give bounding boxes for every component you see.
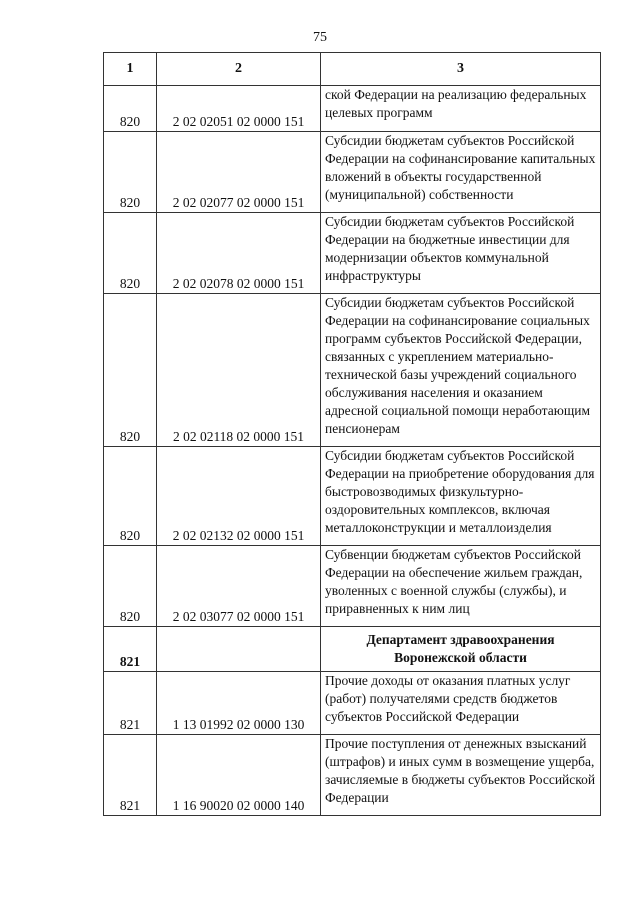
kbk-code-cell: 2 02 02051 02 0000 151 <box>157 86 321 132</box>
description-cell: ской Федерации на реализацию федеральных целевых программ <box>321 86 601 132</box>
description-cell: Прочие поступления от денежных взысканий (штрафов) и иных сумм в возмещение ущерба, зачисляемые в бюджеты субъектов Российской Федерации <box>321 735 601 816</box>
kbk-code-cell: 2 02 02077 02 0000 151 <box>157 132 321 213</box>
table-row <box>104 132 601 213</box>
table-row <box>104 447 601 546</box>
table-row <box>104 213 601 294</box>
description-cell: Субсидии бюджетам субъектов Российской Федерации на приобретение оборудования для быстровозводимых физкультурно-оздоровительных комплексов, включая металлоконструкции и металлоизделия <box>321 447 601 546</box>
admin-code-cell: 820 <box>104 447 157 546</box>
admin-code-cell: 821 <box>104 735 157 816</box>
kbk-code-cell: 2 02 02118 02 0000 151 <box>157 294 321 447</box>
column-header: 1 <box>104 53 157 86</box>
admin-code-cell: 820 <box>104 86 157 132</box>
admin-code-cell: 821 <box>104 627 157 672</box>
admin-code-cell: 820 <box>104 294 157 447</box>
column-header: 2 <box>157 53 321 86</box>
table-header-row <box>104 53 601 86</box>
department-row <box>104 627 601 672</box>
admin-code-cell: 820 <box>104 132 157 213</box>
table-row <box>104 546 601 627</box>
description-cell: Субвенции бюджетам субъектов Российской Федерации на обеспечение жильем граждан, уволенных с военной службы (службы), и приравненных к ним лиц <box>321 546 601 627</box>
kbk-code-cell: 2 02 03077 02 0000 151 <box>157 546 321 627</box>
admin-code-cell: 820 <box>104 546 157 627</box>
budget-classification-table <box>103 52 601 816</box>
admin-code-cell: 821 <box>104 672 157 735</box>
description-cell: Субсидии бюджетам субъектов Российской Федерации на софинансирование капитальных вложений в объекты государственной (муниципальной) собственности <box>321 132 601 213</box>
description-cell: Субсидии бюджетам субъектов Российской Федерации на бюджетные инвестиции для модернизации объектов коммунальной инфраструктуры <box>321 213 601 294</box>
description-cell: Прочие доходы от оказания платных услуг (работ) получателями средств бюджетов субъектов Российской Федерации <box>321 672 601 735</box>
kbk-code-cell: 1 13 01992 02 0000 130 <box>157 672 321 735</box>
admin-code-cell: 820 <box>104 213 157 294</box>
table-row <box>104 86 601 132</box>
description-cell: Субсидии бюджетам субъектов Российской Федерации на софинансирование социальных программ субъектов Российской Федерации, связанных с укреплением материально-технической базы учреждений социального обслуживания населения и оказанием адресной социальной помощи неработающим пенсионерам <box>321 294 601 447</box>
page-number: 75 <box>313 30 327 45</box>
table-row <box>104 294 601 447</box>
column-header: 3 <box>321 53 601 86</box>
kbk-code-cell: 2 02 02132 02 0000 151 <box>157 447 321 546</box>
table-row <box>104 735 601 816</box>
table-row <box>104 672 601 735</box>
department-title-cell: Департамент здравоохранения Воронежской области <box>321 627 601 672</box>
kbk-code-cell <box>157 627 321 672</box>
kbk-code-cell: 1 16 90020 02 0000 140 <box>157 735 321 816</box>
kbk-code-cell: 2 02 02078 02 0000 151 <box>157 213 321 294</box>
